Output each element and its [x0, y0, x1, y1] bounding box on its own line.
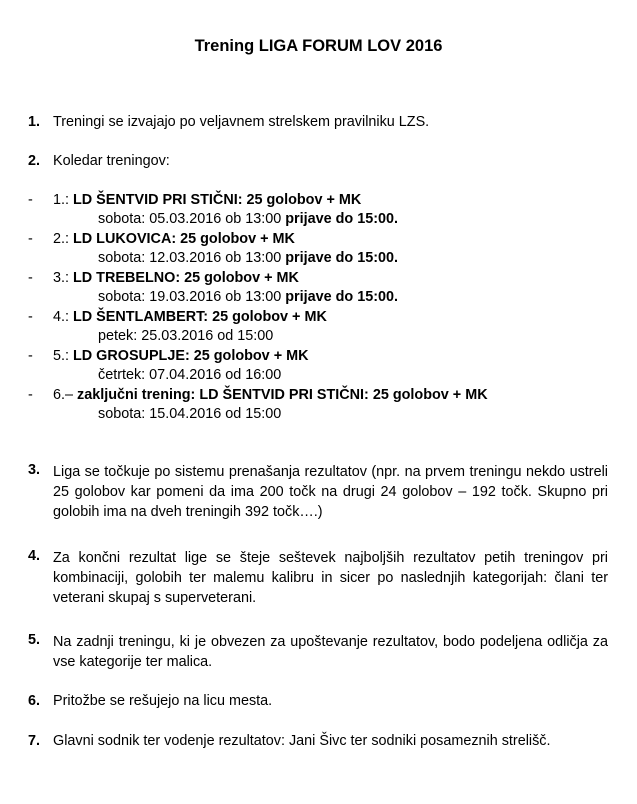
schedule-item — [53, 309, 327, 325]
rule-text: Liga se točkuje po sistemu prenašanja rezultatov (npr. na prvem treningu nekdo ustreli 25 golobov kar pomeni da ima 200 točk na drugi 24 golobov – 192 točk. Skupno pri golobih ima na dveh treningih 392 točk….) — [53, 464, 608, 520]
schedule-note: prijave do 15:00. — [285, 250, 399, 266]
schedule-item — [53, 231, 295, 247]
schedule-item — [53, 192, 361, 208]
schedule-date — [98, 328, 273, 344]
schedule-date — [98, 406, 281, 422]
item-number: 5. — [28, 632, 41, 648]
schedule-item — [53, 270, 299, 286]
schedule-date — [98, 289, 398, 305]
schedule-name: LD ŠENTLAMBERT: 25 golobov + MK — [73, 309, 327, 325]
item-number: 7. — [28, 733, 41, 749]
schedule-name: zaključni trening: LD ŠENTVID PRI STIČNI: 25 golobov + MK — [77, 387, 488, 403]
schedule-item — [53, 348, 308, 364]
schedule-prefix: 5.: — [53, 348, 73, 364]
page-title: Trening LIGA FORUM LOV 2016 — [194, 37, 443, 55]
schedule-prefix: 6.– — [53, 387, 78, 403]
item-number: 6. — [28, 693, 41, 709]
rule-text: Koledar treningov: — [53, 153, 170, 169]
item-number: 3. — [28, 462, 41, 478]
rule-text: Za končni rezultat lige se šteje seštevek najboljših rezultatov petih treningov pri kombinaciji, golobih ter malemu kalibru in sicer po naslednjih kategorijah: člani ter veterani skupaj s superveterani. — [53, 550, 608, 606]
schedule-date-text: sobota: 19.03.2016 ob 13:00 — [98, 289, 286, 305]
schedule-date-text: sobota: 12.03.2016 ob 13:00 — [98, 250, 286, 266]
schedule-date — [98, 211, 398, 227]
list-dash: - — [28, 192, 33, 208]
schedule-name: LD TREBELNO: 25 golobov + MK — [73, 270, 299, 286]
rule-text: Treningi se izvajajo po veljavnem strelskem pravilniku LZS. — [53, 114, 430, 130]
item-number: 2. — [28, 153, 41, 169]
schedule-date — [98, 250, 398, 266]
schedule-prefix: 1.: — [53, 192, 73, 208]
schedule-date-text: sobota: 15.04.2016 od 15:00 — [98, 406, 282, 422]
schedule-note: prijave do 15:00. — [285, 211, 399, 227]
schedule-prefix: 2.: — [53, 231, 73, 247]
rule-text: Na zadnji treningu, ki je obvezen za upoštevanje rezultatov, bodo podeljena odličja za vse kategorije ter malica. — [53, 634, 608, 670]
schedule-prefix: 4.: — [53, 309, 73, 325]
schedule-prefix: 3.: — [53, 270, 73, 286]
schedule-name: LD ŠENTVID PRI STIČNI: 25 golobov + MK — [73, 192, 362, 208]
list-dash: - — [28, 348, 33, 364]
schedule-date-text: petek: 25.03.2016 od 15:00 — [98, 328, 274, 344]
schedule-note: prijave do 15:00. — [285, 289, 399, 305]
schedule-date-text: sobota: 05.03.2016 ob 13:00 — [98, 211, 286, 227]
rule-text: Glavni sodnik ter vodenje rezultatov: Jani Šivc ter sodniki posameznih strelišč. — [53, 733, 551, 749]
item-number: 4. — [28, 548, 41, 564]
list-dash: - — [28, 231, 33, 247]
schedule-date — [98, 367, 281, 383]
schedule-date-text: četrtek: 07.04.2016 od 16:00 — [98, 367, 282, 383]
schedule-name: LD GROSUPLJE: 25 golobov + MK — [73, 348, 309, 364]
schedule-item — [53, 387, 488, 403]
schedule-name: LD LUKOVICA: 25 golobov + MK — [73, 231, 295, 247]
list-dash: - — [28, 309, 33, 325]
list-dash: - — [28, 387, 33, 403]
item-number: 1. — [28, 114, 41, 130]
list-dash: - — [28, 270, 33, 286]
rule-text: Pritožbe se rešujejo na licu mesta. — [53, 693, 273, 709]
